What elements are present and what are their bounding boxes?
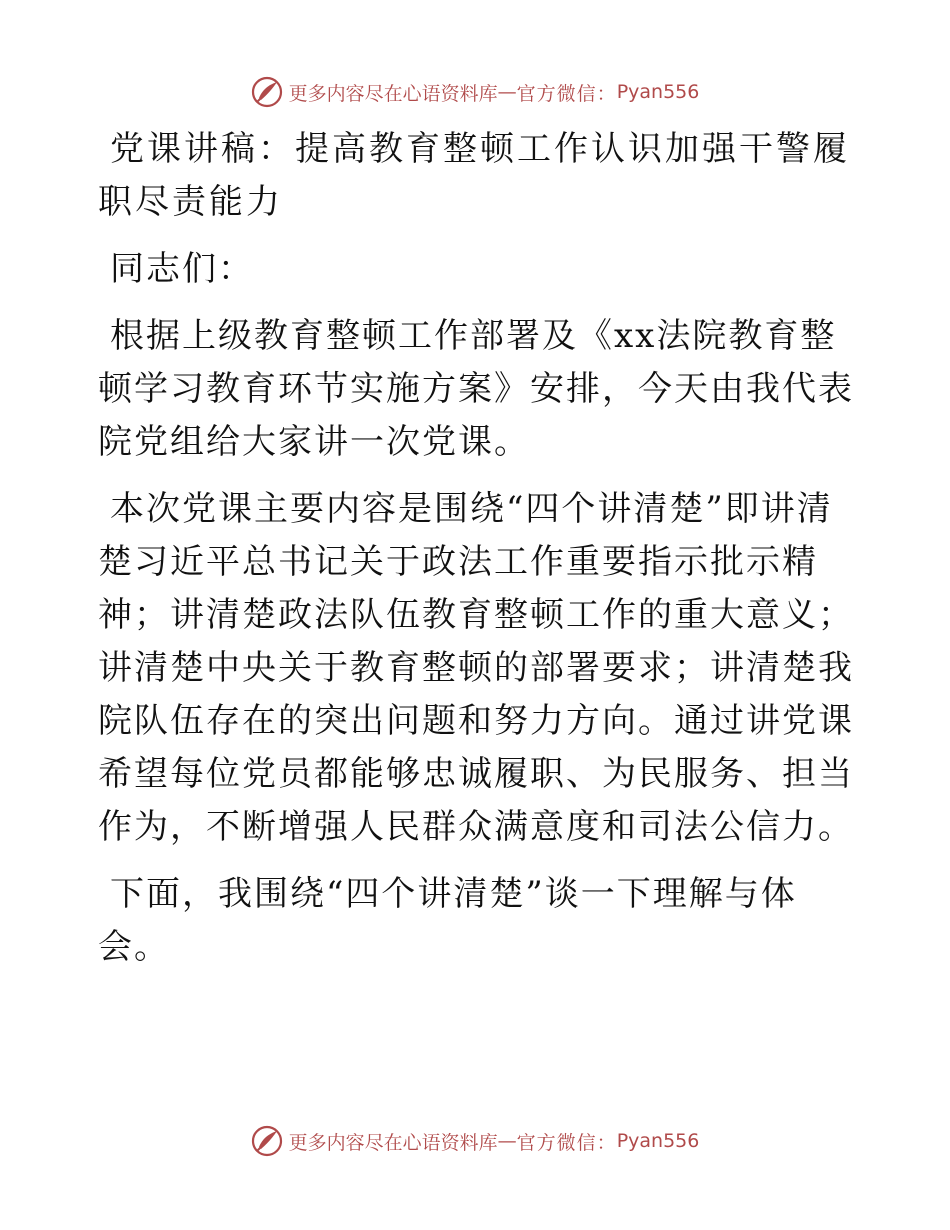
- paragraph-transition: 下面，我围绕“四个讲清楚”谈一下理解与体会。: [98, 874, 797, 967]
- paragraph-greeting: 同志们：: [110, 249, 254, 289]
- paragraph-main-content: 本次党课主要内容是围绕“四个讲清楚”即讲清楚习近平总书记关于政法工作重要指示批示精神；讲清楚政法队伍教育整顿工作的重大意义；讲清楚中央关于教育整顿的部署要求；讲清楚我院队伍存在的突出问题和努力方向。通过讲党课希望每位党员都能够忠诚履职、为民服务、担当作为，不断增强人民群众满意度和司法公信力。: [98, 489, 854, 847]
- banner-wechat-label: 官方微信：: [516, 1131, 617, 1154]
- paragraph-intro: 根据上级教育整顿工作部署及《xx法院教育整顿学习教育环节实施方案》安排，今天由我代表院党组给大家讲一次党课。: [98, 316, 854, 462]
- banner-separator: —: [497, 81, 517, 103]
- footer-banner: [0, 1121, 950, 1161]
- header-banner: [0, 72, 950, 112]
- banner-wechat-id: Pyan556: [616, 81, 700, 103]
- banner-text: 更多内容尽在心语资料库: [288, 82, 498, 105]
- banner-wechat-id: Pyan556: [616, 1130, 700, 1152]
- pen-logo-icon: [251, 76, 283, 108]
- document-title: 党课讲稿：提高教育整顿工作认识加强干警履职尽责能力: [98, 129, 850, 222]
- banner-separator: —: [497, 1130, 517, 1152]
- document-body: [98, 123, 858, 988]
- banner-text: 更多内容尽在心语资料库: [288, 1131, 498, 1154]
- pen-logo-icon: [251, 1125, 283, 1157]
- banner-wechat-label: 官方微信：: [516, 82, 617, 105]
